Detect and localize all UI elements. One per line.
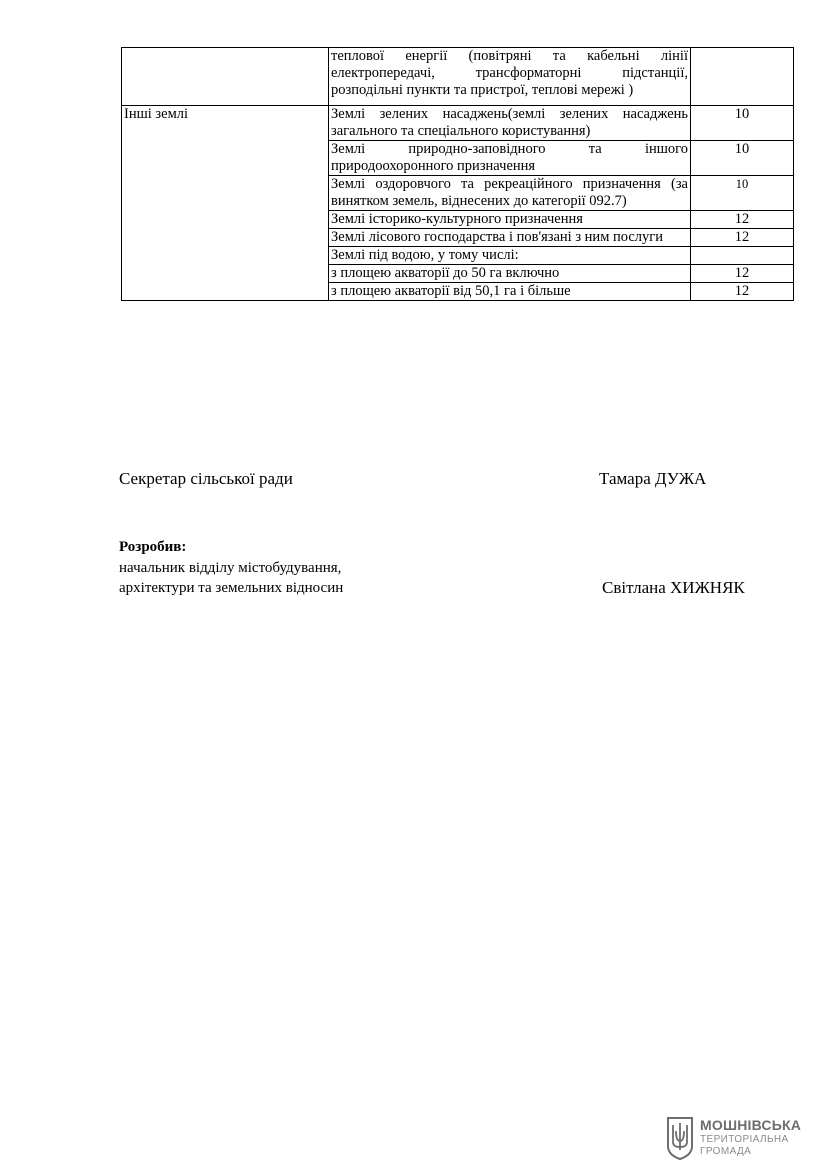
row-description: Землі природно-заповідного та іншого природоохоронного призначення	[329, 141, 691, 176]
row-description: Землі оздоровчого та рекреаційного призначення (за винятком земель, віднесених до категорії 092.7)	[329, 176, 691, 211]
row-value: 12	[691, 211, 794, 229]
row-description: Землі зелених насаджень(землі зелених насаджень загального та спеціального користування)	[329, 106, 691, 141]
developer-position-line2: архітектури та земельних відносин	[119, 580, 344, 596]
logo-title: МОШНІВСЬКА	[700, 1117, 802, 1133]
row-description: з площею акваторії до 50 га включно	[329, 265, 691, 283]
row-value: 12	[691, 283, 794, 301]
row-description: Землі історико-культурного призначення	[329, 211, 691, 229]
secretary-name: Тамара ДУЖА	[599, 469, 707, 488]
logo-subtitle-line2: ГРОМАДА	[700, 1146, 752, 1157]
table-cell-empty	[691, 48, 794, 106]
developer-label: Розробив:	[119, 539, 187, 555]
trident-emblem-icon	[666, 1116, 694, 1160]
row-description: з площею акваторії від 50,1 га і більше	[329, 283, 691, 301]
row-value: 10	[691, 176, 794, 211]
row-description: Землі під водою, у тому числі:	[329, 247, 691, 265]
row-value: 12	[691, 265, 794, 283]
secretary-position: Секретар сільської ради	[119, 469, 293, 488]
land-tax-table	[121, 47, 794, 301]
row-value: 10	[691, 106, 794, 141]
developer-name: Світлана ХИЖНЯК	[602, 578, 745, 597]
row-description-continuation: теплової енергії (повітряні та кабельні лінії електропередачі, трансформаторні підстанції, розподільні пункти та пристрої, теплові мережі )	[329, 48, 691, 106]
table-cell-empty	[122, 48, 329, 106]
community-logo	[666, 1115, 816, 1161]
table-row	[122, 48, 794, 106]
developer-position-line1: начальник відділу містобудування,	[119, 560, 342, 576]
table-row	[122, 106, 794, 141]
row-description: Землі лісового господарства і пов'язані з ним послуги	[329, 229, 691, 247]
category-label: Інші землі	[122, 106, 329, 301]
logo-subtitle-line1: ТЕРИТОРІАЛЬНА	[700, 1134, 789, 1145]
row-value	[691, 247, 794, 265]
row-value: 10	[691, 141, 794, 176]
row-value: 12	[691, 229, 794, 247]
